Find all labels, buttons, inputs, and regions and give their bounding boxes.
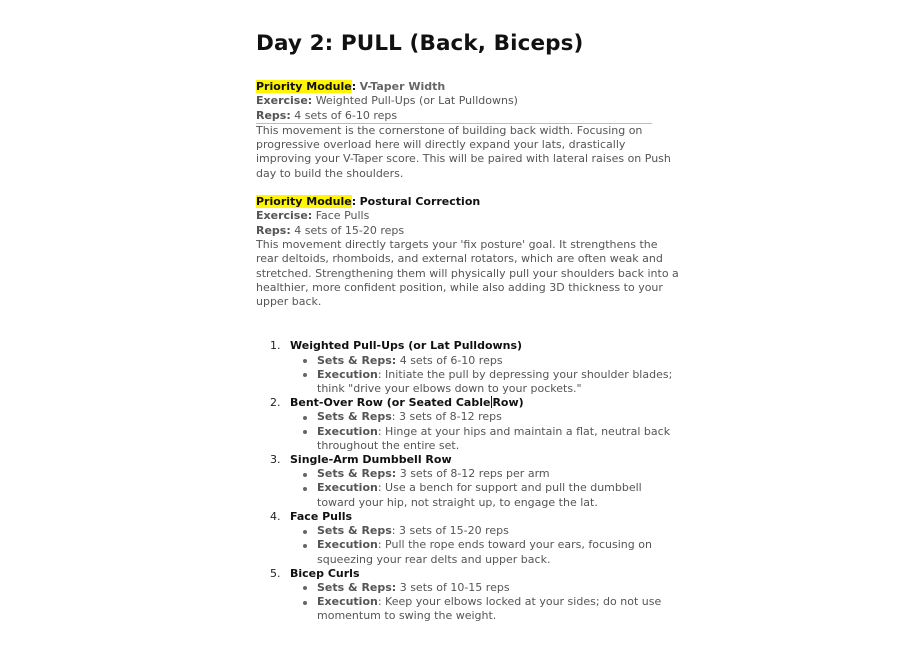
list-number: 4.	[270, 509, 281, 523]
sub-item-execution: Execution: Pull the rope ends toward your ears, focusing on squeezing your rear delts and upper back.	[290, 538, 656, 566]
reps-line: Reps: 4 sets of 6-10 reps	[256, 108, 398, 122]
list-number: 3.	[270, 453, 281, 467]
list-item	[256, 453, 656, 510]
sub-item-execution: Execution: Initiate the pull by depressing your shoulder blades; think "drive your elbows down to your pockets."	[290, 368, 656, 396]
bullet-icon	[303, 530, 307, 534]
module-description: This movement directly targets your 'fix posture' goal. It strengthens the rear deltoids, rhomboids, and external rotators, which are often weak and stretched. Strengthening them will physically pull your shoulders back into a healthier, more confident position, while also adding 3D thickness to your upper back.	[256, 237, 679, 309]
highlight-tag: Priority Module	[256, 195, 352, 209]
bullet-icon	[303, 586, 307, 590]
priority-module-postural	[256, 195, 679, 309]
exercise-details	[290, 410, 671, 453]
exercise-line: Exercise: Face Pulls	[256, 209, 370, 223]
module-title: V-Taper Width	[359, 80, 446, 93]
module-title: Postural Correction	[359, 195, 481, 209]
reps-line: Reps: 4 sets of 15-20 reps	[256, 223, 405, 237]
exercise-title: Bicep Curls	[290, 566, 360, 580]
list-item	[256, 510, 656, 567]
bullet-icon	[303, 487, 307, 491]
list-item	[256, 396, 671, 453]
document-page	[256, 30, 679, 624]
exercise-line: Exercise: Weighted Pull-Ups (or Lat Pulldowns)	[256, 94, 518, 108]
exercise-details	[290, 467, 656, 510]
sub-item-sets: Sets & Reps: 3 sets of 10-15 reps	[290, 581, 656, 595]
exercise-title: Weighted Pull-Ups (or Lat Pulldowns)	[290, 339, 523, 353]
exercise-details	[290, 353, 673, 397]
exercise-title: Face Pulls	[290, 509, 353, 523]
module-header: Priority Module: V-Taper Width	[256, 80, 446, 93]
bullet-icon	[303, 416, 307, 420]
bullet-icon	[303, 430, 307, 434]
sub-item-sets: Sets & Reps: 3 sets of 8-12 reps per arm	[290, 467, 656, 481]
sub-item-execution: Execution: Use a bench for support and pull the dumbbell toward your hip, not straight up, to engage the lat.	[290, 481, 656, 509]
list-number: 5.	[270, 566, 281, 580]
bullet-icon	[303, 473, 307, 477]
priority-module-v-taper	[256, 80, 671, 181]
sub-item-sets: Sets & Reps: 4 sets of 6-10 reps	[290, 354, 656, 368]
sub-item-sets: Sets & Reps: 3 sets of 15-20 reps	[290, 524, 656, 538]
page-title: Day 2: PULL (Back, Biceps)	[256, 31, 584, 56]
exercise-list	[256, 339, 673, 623]
module-description: This movement is the cornerstone of building back width. Focusing on progressive overload here will directly expand your lats, drastically improving your V-Taper score. This will be paired with lateral raises on Push day to build the shoulders.	[256, 123, 671, 180]
list-item	[256, 339, 673, 396]
exercise-details	[290, 524, 656, 567]
sub-item-sets: Sets & Reps: 3 sets of 8-12 reps	[290, 410, 656, 424]
bullet-icon	[303, 373, 307, 377]
module-header: Priority Module: Postural Correction	[256, 195, 481, 209]
list-number: 2.	[270, 396, 281, 410]
bullet-icon	[303, 601, 307, 605]
list-number: 1.	[270, 339, 281, 353]
list-item	[256, 566, 662, 624]
bullet-icon	[303, 544, 307, 548]
sub-item-execution: Execution: Hinge at your hips and maintain a flat, neutral back throughout the entire set.	[290, 425, 656, 453]
exercise-title: Bent-Over Row (or Seated Cable Row)	[290, 396, 524, 410]
sub-item-execution: Execution: Keep your elbows locked at your sides; do not use momentum to swing the weight.	[290, 595, 656, 623]
exercise-details	[290, 580, 662, 624]
exercise-title: Single-Arm Dumbbell Row	[290, 453, 452, 467]
bullet-icon	[303, 359, 307, 363]
highlight-tag: Priority Module	[256, 80, 352, 93]
